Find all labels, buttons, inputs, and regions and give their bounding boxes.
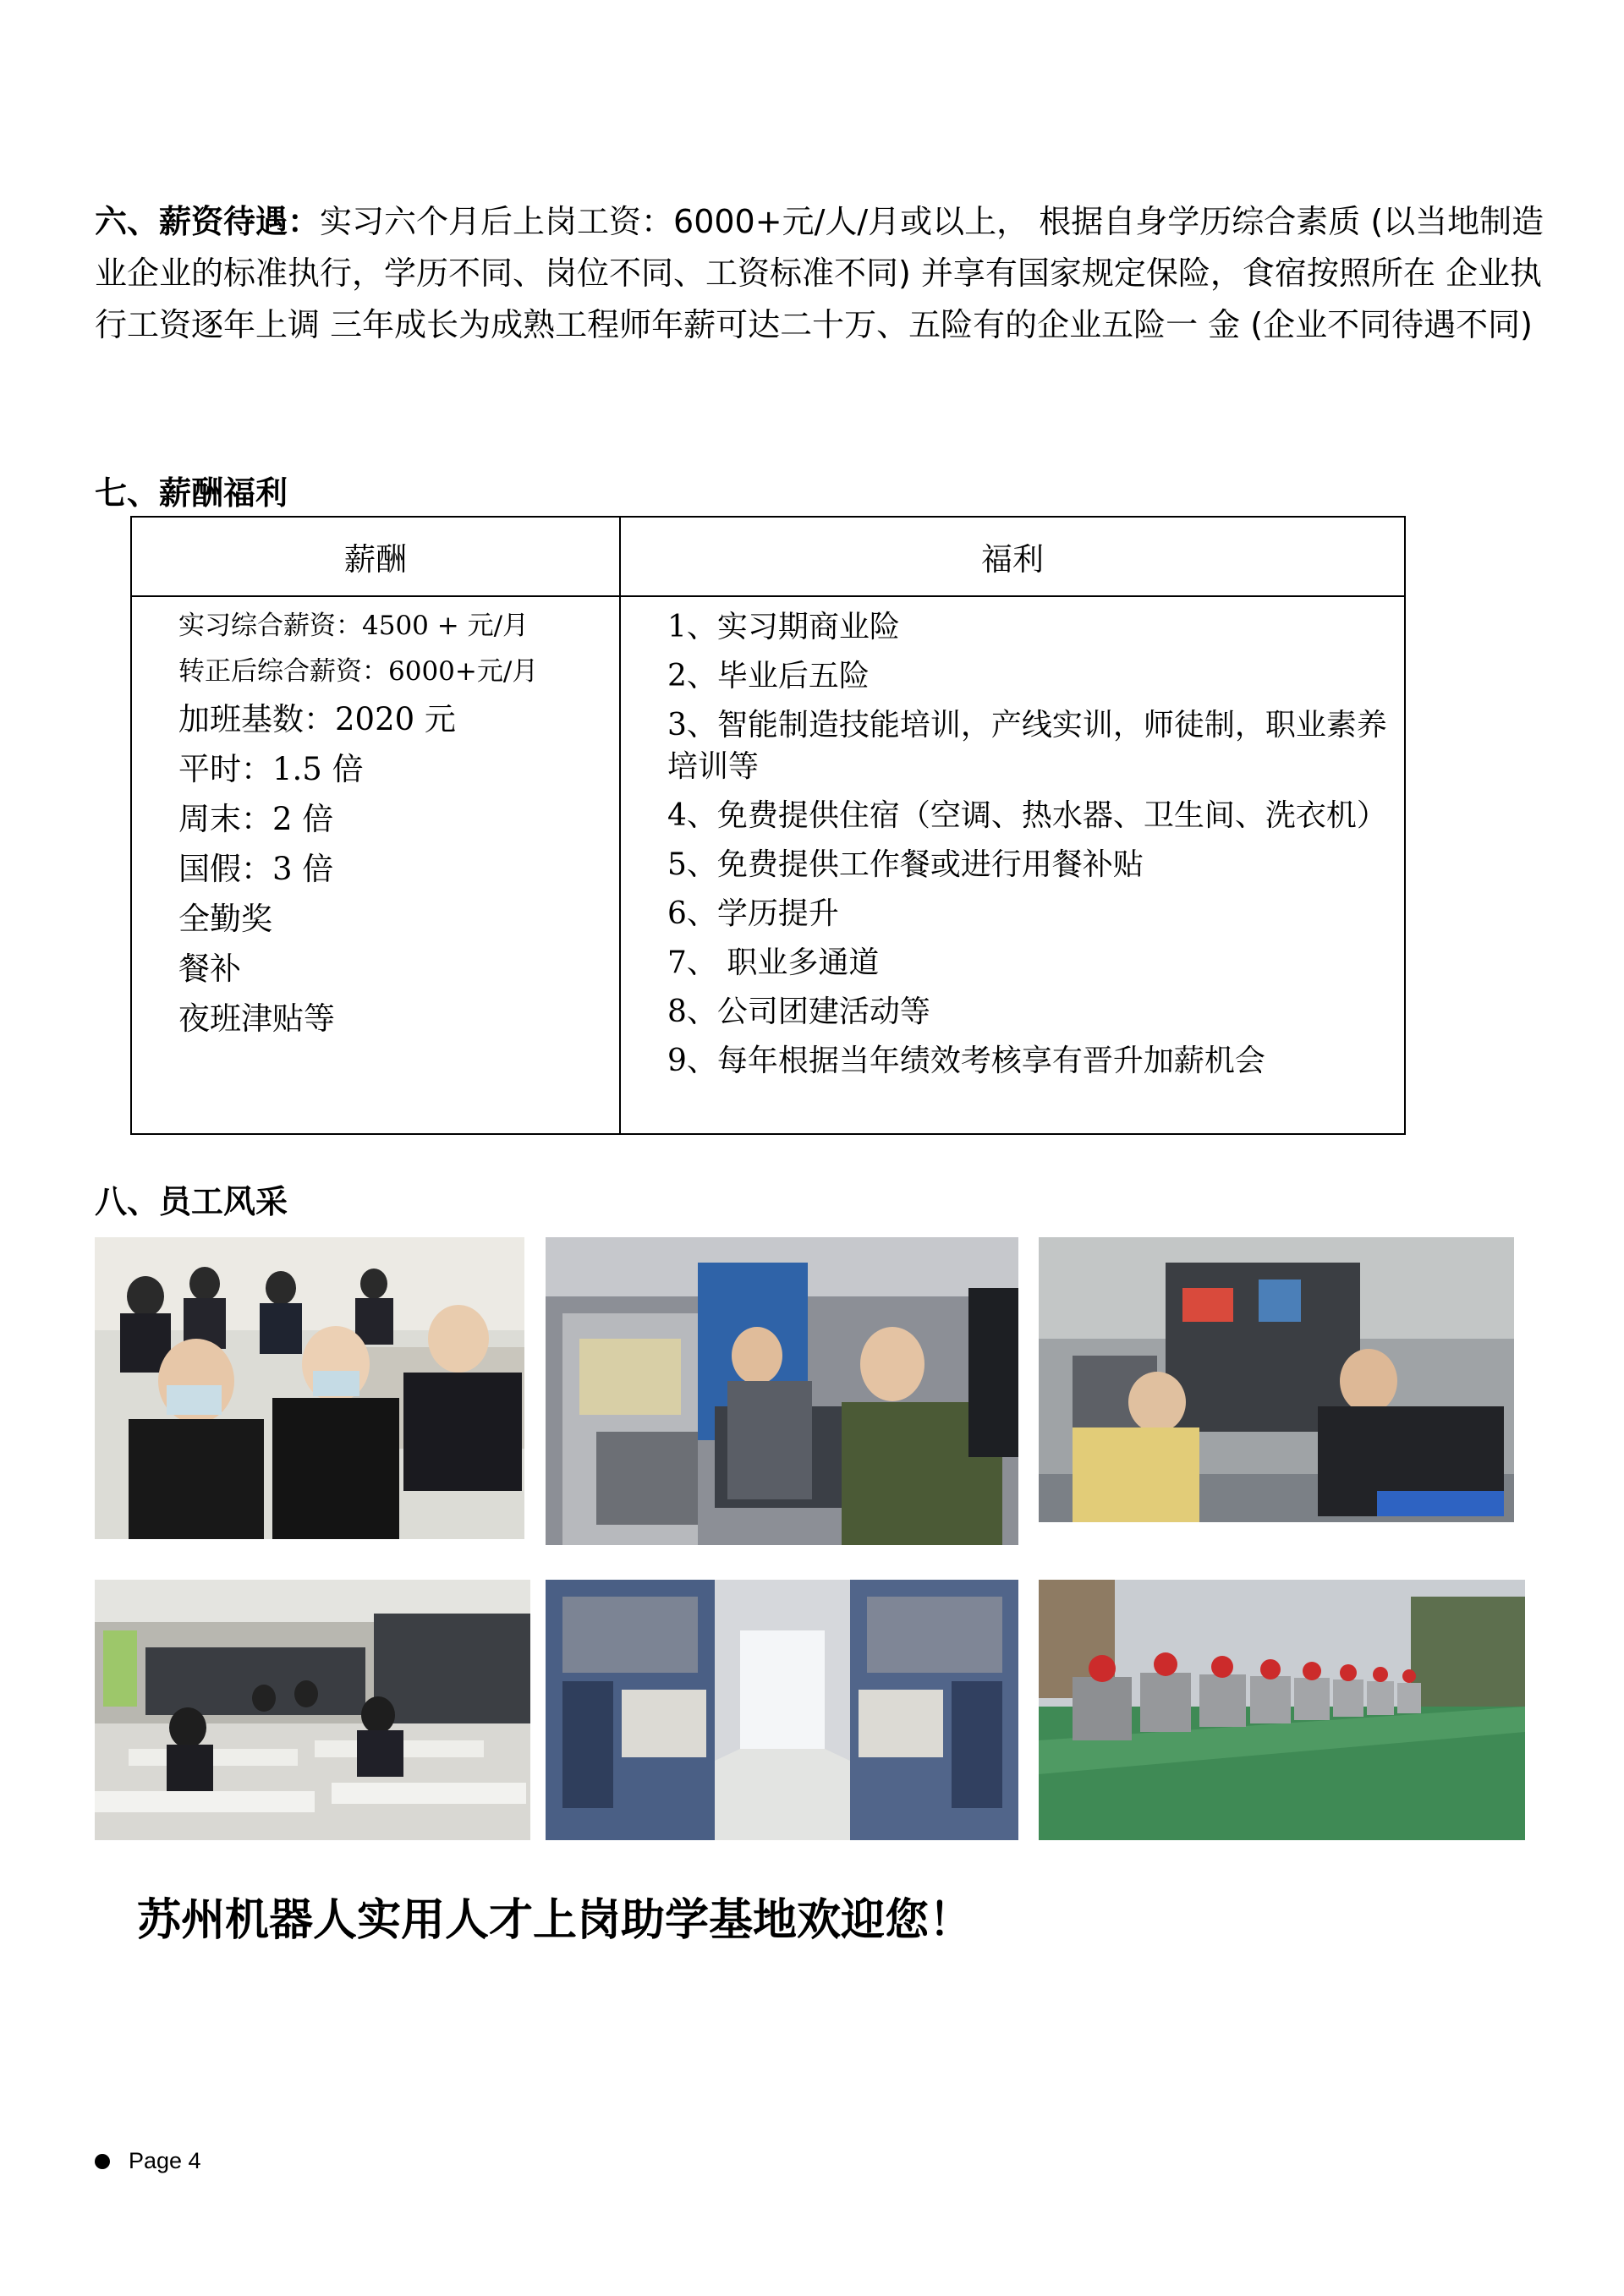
bullet-icon — [95, 2154, 110, 2169]
welcome-banner: 苏州机器人实用人才上岗助学基地欢迎您！ — [137, 1895, 974, 1946]
pay-cell — [131, 596, 620, 1134]
pay-item: 实习综合薪资：4500 + 元/月 — [178, 611, 529, 641]
pay-item: 国假：3 倍 — [178, 851, 334, 887]
pay-item: 全勤奖 — [178, 901, 272, 937]
benefit-item: 4、免费提供住宿（空调、热水器、卫生间、洗衣机） — [667, 798, 1387, 833]
salary-benefits-table — [130, 516, 1406, 1135]
pay-list — [133, 598, 618, 1044]
benefit-item: 8、公司团建活动等 — [667, 995, 930, 1029]
benefit-item: 9、每年根据当年绩效考核享有晋升加薪机会 — [667, 1044, 1265, 1078]
pay-item: 加班基数：2020 元 — [178, 701, 456, 737]
section-6-text: 实习六个月后上岗工资：6000+元/人/月或以上， 根据自身学历综合素质 (以当地制造业企业的标准执行，学历不同、岗位不同、工资标准不同) 并享有国家规定保险，食宿按照所在 企业执行工资逐年上调 三年成长为成熟工程师年薪可达二十万、五险有的企业五险一 金 (企业不同待遇不同) — [95, 203, 1544, 343]
column-header-benefit: 福利 — [620, 517, 1405, 596]
pay-item: 平时：1.5 倍 — [178, 751, 364, 787]
section-6-heading: 六、薪资待遇： — [95, 203, 321, 240]
pay-item: 周末：2 倍 — [178, 801, 334, 837]
photo-dormitory — [546, 1580, 1018, 1840]
benefit-item: 7、 职业多通道 — [667, 945, 880, 980]
section-8-heading: 八、员工风采 — [95, 1183, 288, 1220]
photo-canteen — [95, 1580, 530, 1840]
benefit-item: 6、学历提升 — [667, 896, 839, 931]
page-number: Page 4 — [129, 2148, 201, 2173]
photo-classroom — [95, 1237, 524, 1539]
pay-item: 餐补 — [178, 951, 241, 987]
benefit-cell — [620, 596, 1405, 1134]
benefit-list — [622, 598, 1403, 1082]
photo-equipment-training — [546, 1237, 1018, 1545]
photo-workshop — [1039, 1237, 1514, 1522]
benefit-item: 5、免费提供工作餐或进行用餐补贴 — [667, 847, 1144, 882]
section-6-paragraph — [95, 196, 1550, 351]
benefit-item: 2、毕业后五险 — [667, 659, 870, 693]
benefit-item: 1、实习期商业险 — [667, 610, 900, 644]
section-7-heading: 七、薪酬福利 — [95, 474, 288, 512]
pay-item: 夜班津贴等 — [178, 1000, 335, 1037]
photo-outdoor-team — [1039, 1580, 1525, 1840]
pay-item: 转正后综合薪资：6000+元/月 — [178, 656, 539, 687]
column-header-pay: 薪酬 — [131, 517, 620, 596]
benefit-item: 3、智能制造技能培训，产线实训，师徒制，职业素养培训等 — [667, 708, 1387, 784]
page-footer — [95, 2148, 201, 2174]
